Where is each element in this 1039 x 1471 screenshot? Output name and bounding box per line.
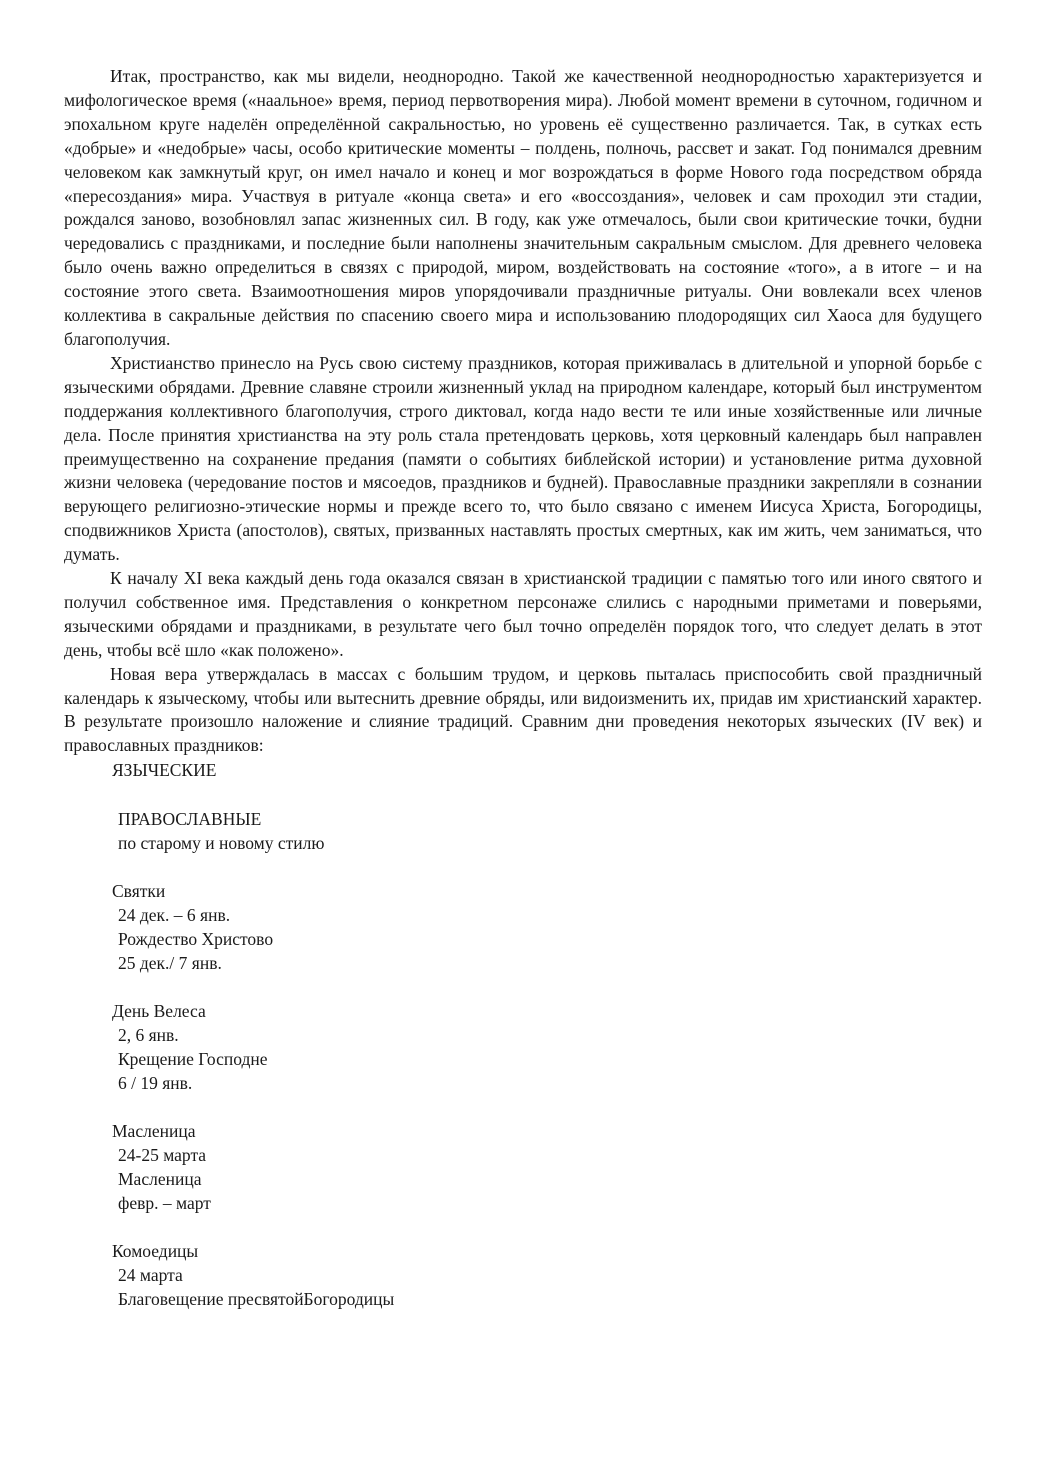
paragraph-1: Итак, пространство, как мы видели, неоднородно. Такой же качественной неоднородностью характеризуется и мифологическое время («наальное» время, период первотворения мира). Любой момент времени в суточном, годичном и эпохальном круге наделён определённой сакральностью, но уровень её существенно различается. Так, в сутках есть «добрые» и «недобрые» часы, особо критические моменты – полдень, полночь, рассвет и закат. Год понимался древним человеком как замкнутый круг, он имел начало и конец и мог возрождаться в форме Нового года посредством обряда «пересоздания» мира. Участвуя в ритуале «конца света» и его «воссоздания», человек и сам проходил эти стадии, рождался заново, возобновлял запас жизненных сил. В году, как уже отмечалось, были свои критические точки, будни чередовались с праздниками, и последние были наполнены значительным сакральным смыслом. Для древнего человека было очень важно определиться в связях с природой, миром, воздействовать на состояние «того», а в итоге – и на состояние этого света. Взаимоотношения миров упорядочивали праздничные ритуалы. Они вовлекали всех членов коллектива в сакральные действия по спасению своего мира и использованию плодородящих сил Хаоса для будущего благополучия. — [64, 66, 982, 349]
orthodox-holiday: Крещение Господне — [118, 1049, 268, 1070]
table-row — [64, 1119, 982, 1215]
orthodox-holiday: Рождество Христово — [118, 929, 274, 950]
pagan-holiday: Святки — [112, 881, 166, 902]
orthodox-date: 25 дек./ 7 янв. — [118, 953, 222, 974]
holiday-comparison-table — [64, 758, 982, 1311]
pagan-holiday: Масленица — [112, 1121, 196, 1142]
table-row — [64, 1239, 982, 1311]
orthodox-holiday: Благовещение пресвятойБогородицы — [118, 1289, 395, 1310]
pagan-date: 24 марта — [118, 1265, 183, 1286]
paragraph-4: Новая вера утверждалась в массах с большим трудом, и церковь пыталась приспособить свой праздничный календарь к языческому, чтобы или вытеснить древние обряды, или видоизменить их, придав им христианский характер. В результате произошло наложение и слияние традиций. Сравним дни проведения некоторых языческих (IV век) и православных праздников: — [64, 663, 982, 756]
header-pagan: ЯЗЫЧЕСКИЕ — [112, 760, 217, 781]
header-orthodox-subtitle: по старому и новому стилю — [118, 833, 325, 854]
orthodox-date: февр. – март — [118, 1193, 211, 1214]
paragraph-3: К началу XI века каждый день года оказался связан в христианской традиции с памятью того или иного святого и получил собственное имя. Представления о конкретном персонаже слились с народными приметами и поверьями, языческими обрядами и праздниками, в результате чего был точно определён порядок того, что следует делать в этот день, чтобы всё шло «как положено». — [64, 568, 982, 660]
table-row — [64, 999, 982, 1095]
orthodox-date: 6 / 19 янв. — [118, 1073, 193, 1094]
pagan-date: 24-25 марта — [118, 1145, 207, 1166]
header-orthodox: ПРАВОСЛАВНЫЕ — [118, 809, 262, 830]
pagan-date: 24 дек. – 6 янв. — [118, 905, 231, 926]
pagan-holiday: День Велеса — [112, 1001, 206, 1022]
paragraph-2: Христианство принесло на Русь свою систему праздников, которая приживалась в длительной и упорной борьбе с языческими обрядами. Древние славяне строили жизненный уклад на природном календаре, который был инструментом поддержания коллективного благополучия, строго диктовал, когда надо вести те или иные хозяйственные или личные дела. После принятия христианства на эту роль стала претендовать церковь, хотя церковный календарь был направлен преимущественно на сохранение предания (памяти о событиях библейской истории) и установление ритма духовной жизни человека (чередование постов и мясоедов, праздников и будней). Православные праздники закрепляли в сознании верующего религиозно-этические нормы и прежде всего то, что было связано с именем Иисуса Христа, Богородицы, сподвижников Христа (апостолов), святых, призванных наставлять простых смертных, как им жить, чем заниматься, что думать. — [64, 352, 982, 565]
pagan-holiday: Комоедицы — [112, 1241, 199, 1262]
orthodox-holiday: Масленица — [118, 1169, 202, 1190]
pagan-date: 2, 6 янв. — [118, 1025, 179, 1046]
table-row — [64, 879, 982, 975]
